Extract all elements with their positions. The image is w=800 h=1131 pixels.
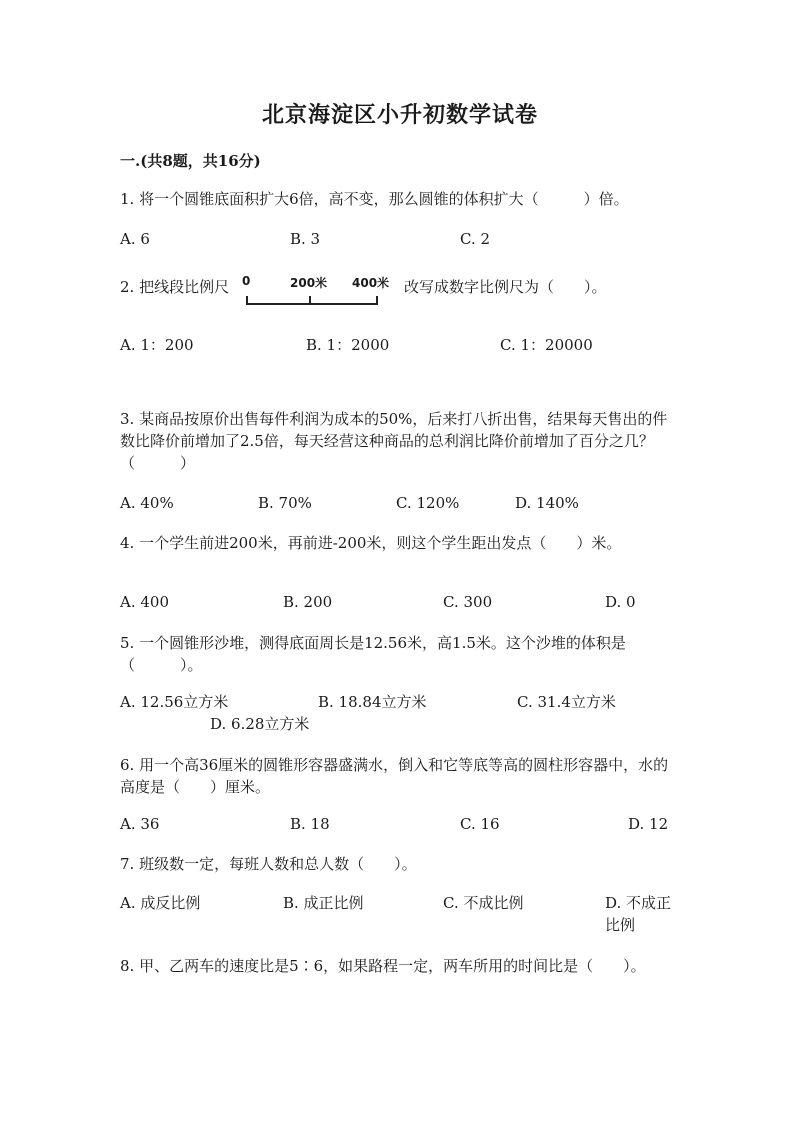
- q5-option-a: A. 12.56立方米: [120, 693, 229, 711]
- q1-option-a: A. 6: [120, 230, 150, 248]
- q7-option-a: A. 成反比例: [120, 894, 201, 912]
- q7-option-b: B. 成正比例: [283, 894, 364, 912]
- q2-option-a: A. 1：200: [120, 336, 194, 354]
- q6-option-d: D. 12: [628, 815, 669, 833]
- q3-option-a: A. 40%: [120, 494, 174, 512]
- q2-option-b: B. 1：2000: [306, 336, 390, 354]
- q5-option-b: B. 18.84立方米: [318, 693, 427, 711]
- question-5: 5. 一个圆锥形沙堆，测得底面周长是12.56米，高1.5米。这个沙堆的体积是（ ）。: [120, 634, 626, 674]
- q5-option-c: C. 31.4立方米: [517, 693, 616, 711]
- q3-option-d: D. 140%: [515, 494, 579, 512]
- q4-option-c: C. 300: [443, 593, 493, 611]
- q7-option-c: C. 不成比例: [443, 894, 524, 912]
- q5-option-d: D. 6.28立方米: [210, 715, 310, 733]
- q3-option-b: B. 70%: [258, 494, 312, 512]
- q2-option-c: C. 1：20000: [500, 336, 593, 354]
- question-6: 6. 用一个高36厘米的圆锥形容器盛满水，倒入和它等底等高的圆柱形容器中，水的高度是（ ）厘米。: [120, 756, 669, 796]
- section-title: 一.(共8题，共16分): [120, 152, 261, 170]
- question-4: 4. 一个学生前进200米，再前进-200米，则这个学生距出发点（ ）米。: [120, 534, 622, 552]
- q6-option-b: B. 18: [290, 815, 330, 833]
- q4-option-b: B. 200: [283, 593, 333, 611]
- q6-option-c: C. 16: [460, 815, 500, 833]
- question-7: 7. 班级数一定，每班人数和总人数（ ）。: [120, 855, 417, 873]
- q6-option-a: A. 36: [120, 815, 160, 833]
- q3-option-c: C. 120%: [396, 494, 460, 512]
- q1-option-b: B. 3: [290, 230, 321, 248]
- scale-label-200: 200米: [290, 276, 328, 290]
- question-3: 3. 某商品按原价出售每件利润为成本的50%，后来打八折出售，结果每天售出的件数比降价前增加了2.5倍，每天经营这种商品的总利润比降价前增加了百分之几？（ ）: [120, 410, 668, 472]
- q4-option-a: A. 400: [120, 593, 169, 611]
- scale-label-0: 0: [242, 274, 251, 288]
- q1-option-c: C. 2: [460, 230, 491, 248]
- question-8: 8. 甲、乙两车的速度比是5∶6，如果路程一定，两车所用的时间比是（ ）。: [120, 957, 646, 975]
- scale-bar: [240, 274, 400, 310]
- question-2-lead: 2. 把线段比例尺: [120, 278, 230, 296]
- q4-option-d: D. 0: [605, 593, 636, 611]
- question-1: 1. 将一个圆锥底面积扩大6倍，高不变，那么圆锥的体积扩大（ ）倍。: [120, 190, 629, 208]
- page-title: 北京海淀区小升初数学试卷: [261, 102, 538, 128]
- question-2-tail: 改写成数字比例尺为（ ）。: [404, 278, 607, 296]
- q7-option-d: D. 不成正比例: [605, 894, 672, 934]
- line-scale-figure: [240, 274, 400, 310]
- scale-label-400: 400米: [352, 276, 390, 290]
